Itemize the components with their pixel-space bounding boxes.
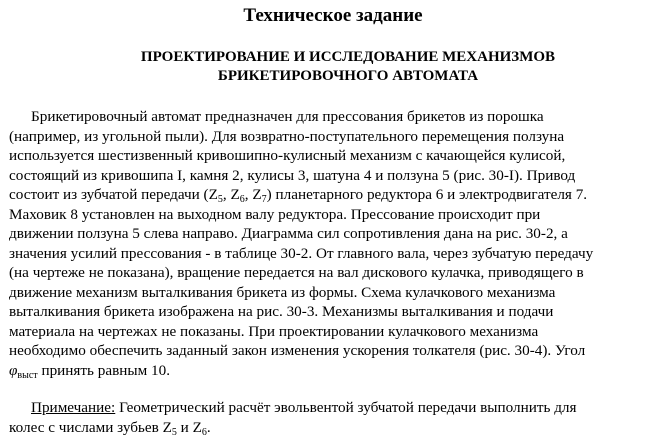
note-text: и Z — [176, 418, 202, 436]
note-text: Геометрический расчёт эвольвентой зубчатой передачи выполнить для — [115, 399, 577, 416]
subtitle-line: ПРОЕКТИРОВАНИЕ И ИССЛЕДОВАНИЕ МЕХАНИЗМОВ — [140, 49, 556, 65]
note-paragraph — [9, 398, 663, 437]
subscript: 6 — [201, 426, 207, 438]
body-text: принять равным 10. — [37, 361, 171, 379]
subtitle-line: БРИКЕТИРОВОЧНОГО АВТОМАТА — [217, 68, 479, 84]
body-line: движении ползуна 5 слева направо. Диаграмма сил сопротивления дана на рис. 30-2, а — [9, 225, 568, 242]
note-line — [9, 398, 663, 418]
body-line: значения усилий прессования - в таблице 30-2. От главного вала, через зубчатую передачу — [9, 244, 594, 262]
body-paragraph — [9, 107, 663, 380]
subscript: 5 — [171, 426, 177, 438]
body-line: Маховик 8 установлен на выходном валу редуктора. Прессование происходит при — [9, 205, 541, 223]
note-text: . — [206, 418, 211, 436]
phi-symbol: φ — [9, 361, 18, 379]
subscript: 7 — [261, 194, 267, 205]
body-line: используется шестизвенный кривошипно-кулисный механизм с качающейся кулисой, — [9, 147, 566, 164]
body-line: Брикетировочный автомат предназначен для прессования брикетов из порошка — [31, 108, 544, 125]
body-line — [9, 185, 663, 205]
body-text: ) планетарного редуктора 6 и электродвигателя 7. — [266, 186, 588, 203]
body-text: , Z — [222, 186, 240, 203]
document-title: Техническое задание — [243, 5, 423, 26]
body-line: материала на чертежах не показаны. При проектировании кулачкового механизма — [9, 322, 539, 340]
body-text: , Z — [244, 186, 262, 203]
subscript: выст — [17, 369, 38, 381]
subscript: 6 — [239, 194, 245, 205]
subscript: 5 — [217, 194, 223, 205]
body-text: состоит из зубчатой передачи (Z — [9, 186, 218, 203]
note-text: колес с числами зубьев Z — [9, 418, 172, 436]
body-line: необходимо обеспечить заданный закон изменения ускорения толкателя (рис. 30-4). Угол — [9, 342, 586, 359]
document-subtitle — [88, 48, 608, 86]
note-label: Примечание: — [31, 399, 116, 416]
body-line: состоящий из кривошипа I, камня 2, кулисы 3, шатуна 4 и ползуна 5 (рис. 30-I). Привод — [9, 166, 576, 184]
body-line: (на чертеже не показана), вращение передается на вал дискового кулачка, приводящего в — [9, 264, 584, 281]
body-line: (например, из угольной пыли). Для возвратно-поступательного перемещения ползуна — [9, 127, 565, 145]
body-line — [9, 361, 663, 381]
note-line — [9, 418, 663, 438]
body-line: движение механизм выталкивания брикета из формы. Схема кулачкового механизма — [9, 283, 556, 301]
body-line: выталкивания брикета изображена на рис. 30-3. Механизмы выталкивания и подачи — [9, 303, 554, 320]
